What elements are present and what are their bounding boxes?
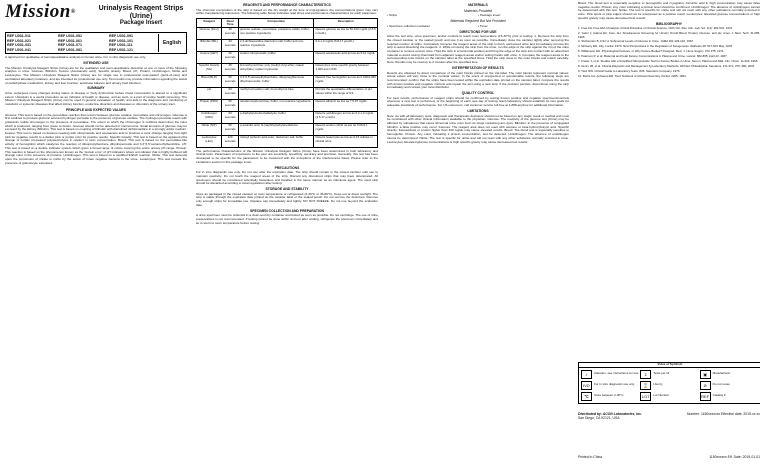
symbol-entry: [640, 370, 699, 379]
material-item: • Package insert: [478, 13, 501, 18]
heading-bibliography: BIBLIOGRAPHY: [656, 21, 682, 26]
table-cell: 40 seconds: [222, 51, 239, 63]
symbol-grid: [579, 368, 760, 403]
table-header: Composition: [239, 19, 314, 28]
table-cell: Detects albumin as low as 7.5-15 mg/dL.: [314, 99, 378, 111]
table-cell: Permits the quantitative differentiation of pH values within the range of 5-9.: [314, 87, 378, 99]
ref-code: REF U031-051: [58, 34, 82, 38]
bibliography-item: 7. Fraser J, et al. Studies with a Simplified Nitroprusside Test for Ketone Bodies in Urine, Serum, Plasma and Milk. Clin. Chem. 11:420, 1965.: [578, 59, 759, 64]
heading-reagents: REAGENTS AND PERFORMANCE CHARACTERISTICS: [243, 3, 331, 7]
table-cell: Bilirubin (BIL): [197, 39, 222, 51]
package-insert-label: Package Insert: [119, 20, 163, 26]
revision-number: Number: 1150xxxxxxx Effective date: 2019-xx-xx: [687, 412, 760, 416]
heading-intended-use: INTENDED USE: [83, 61, 109, 66]
table-cell: 60 seconds: [222, 123, 239, 135]
table-row: [197, 51, 378, 63]
symbol-label: Use by: [653, 382, 663, 387]
symbol-label: Tests per kit: [653, 371, 670, 376]
table-cell: Detects glucose as low as 50-100 mg/dL (2.5-5 mmol/L).: [314, 27, 378, 39]
table-cell: bromothymol blue; poly (methyl vinyl ether, maleic anhydride); sodium hydroxide: [239, 63, 314, 75]
limitations-text: Note: As with all laboratory tests, diagnostic and therapeutic decisions should not be based on any single result or method and must be considered with other clinical information available to the physician. Glucose: The reactivity of the glucose test (Urine) may be affected by substances that cause abnormal urine color such as drugs containing azo dyes. Bilirubin: In the presence of conjugated bilirubin, a false positive may occur. Ketones: The reagent area does not react with acetone or beta-hydroxybutyric acid. Specific Gravity: Ketoacidosis or protein higher than 300 mg/dL may cause elevated results. Blood: The blood test is especially sensitive to hemoglobin. Protein: Any color, indicating a protein concentration, test be detected. Urobilinogen: The absence of urobilinogen cannot be determined. Nitrite: The test is specific for nitrite and will not react with any other substance normally excreted in urine. Leukocytes: Elevated glucose concentrations or high specific gravity may cause decreased test results.: [387, 113, 569, 144]
principle-text: Glucose: This test is based on the peroxidase reaction that occurs between glucose oxidase, peroxidase and chromogen. Glucose is first oxidized to produce gluconic acid and hydrogen peroxide in the presence of glucose oxidase. The hydrogen peroxide reacts with potassium iodide chromogen in the presence of peroxidase. The extent to which the chromogen is oxidized determines the color which is produced, ranging from green to brown. Glucose should not be detected in normal urine. Small amounts of glucose may be excreted by the kidney. Bilirubin: This test is based on coupling of bilirubin with diazotized dichloroaniline in a strongly acidic medium. Ketone: This test is based on ketones reacting with nitroprusside and acetoacetic acid to produce a color change ranging from light pink for negative results to a darker pink or purple color for positive results. Specific Gravity: This test is based on the apparent pKa change of certain pretreated polyelectrolytes in relation to ionic concentration. Blood: This test is based on the peroxidase-like activity of hemoglobin which catalyzes the reaction of diisopropylbenzene dihydroperoxide and 3,3',5,5'-tetramethylbenzidine. pH: This test is based on a double indicator system which gives a broad range of colors covering the entire urinary pH range. Protein: This reaction is based on the phenomenon known as the 'protein error' of pH indicators where an indicator that is highly buffered will change color in the presence of proteins. Urobilinogen: This test is based on a modified Ehrlich reaction. Nitrite: This test depends upon the conversion of nitrate to nitrite by the action of Gram negative bacteria in the urine. Leukocytes: This test reveals the presence of granulocyte esterases.: [5, 112, 187, 165]
table-row: [197, 123, 378, 135]
symbol-icon: ⊘: [700, 381, 711, 390]
table-header: Description: [314, 19, 378, 28]
table-cell: 60 seconds: [222, 99, 239, 111]
heading-storage: STORAGE AND STABILITY: [265, 187, 309, 192]
reagents-after-text: The performance characteristics of the Mission Urinalysis Reagent Strips (Urine) have been determined in both laboratory and clinical tests. Parameters of importance to the user are sensitivity, specificity, accuracy and precision. Generally, this test has been developed to be specific for the parameters to be measured with the exceptions of the interferences listed. Please refer to the Limitations section in this package insert.: [196, 148, 378, 164]
symbol-icon: LOT: [641, 393, 650, 399]
table-cell: Detects free hemoglobin as low as 0.018-0.060 mg/dL.: [314, 75, 378, 87]
column-2: [196, 2, 378, 464]
language-label: English: [158, 34, 185, 52]
heading-quality-control: QUALITY CONTROL: [461, 91, 495, 96]
bibliography-item: 1. Free AH. Free HM. Urinalysis: Critical Discipline of Clinical Science. CRC Crit. Rev. Clin. Lab. Sci. 3(4): 481-531, 1972.: [578, 26, 733, 31]
bibliography-item: 5. Williamson DH. Physiological Ketoses, or Why Ketone Bodies? Postgrad. Med. J. (June Suppl.): 372-375, 1971.: [578, 49, 725, 54]
bibliography-item: 4. McGarry ED, Lilly, Lockie. 1970. New Perspectives in the Regulation of Ketogenesis. Diabetes 28: 517-523 May, 1978.: [578, 44, 733, 49]
table-cell: 60 seconds: [222, 111, 239, 123]
ref-code: REF U031-011: [7, 34, 31, 38]
table-cell: 3,3',5,5'-tetramethylbenzidine; diisopropylbenzene dihydroperoxide; buffer: [239, 75, 314, 87]
table-cell: glucose oxidase; peroxidase; potassium iodide; buffer; non-reactive ingredients: [239, 27, 314, 39]
materials-provided-list: [387, 14, 569, 18]
symbol-label: Attention, see instructions for use: [594, 371, 639, 376]
table-cell: methyl red sodium salt; bromothymol blue: [239, 87, 314, 99]
storage-text: Store as packaged in the closed canister at room temperature or refrigerated (2-30°C or 36-86°F). Keep out of direct sunlight. The strip is stable through the expiration date printed on the canister label or the sealed pouch. Do not remove the desiccant. Remove only enough strips for immediate use. Replace cap immediately and tightly. DO NOT FREEZE. Do not use beyond the expiration date.: [196, 191, 378, 207]
symbol-entry: [700, 381, 759, 390]
table-cell: indoxyl carbonic acid ester; diazonium salt; buffer: [239, 135, 314, 147]
heading-directions: DIRECTIONS FOR USE: [459, 29, 497, 34]
symbol-entry: [640, 381, 699, 390]
ref-code: REF U031-061: [58, 38, 82, 43]
table-cell: Detects sodium nitrite as low as 0.05-0.1 mg/dL.: [314, 123, 378, 135]
material-item: • Timer: [478, 23, 488, 28]
symbol-label: Catalog #: [712, 393, 726, 398]
intro-line: A rapid test for qualitative of (semi)quantitative analysis in human urine. For in vitro diagnostic use only.: [5, 55, 146, 60]
product-title: Urinalysis Reagent Strips (Urine): [98, 5, 184, 20]
quality-control-text: For best results, performance of reagent strips should be confirmed by testing known positive and negative specimens/controls whenever a new test is performed, or the beginning of each new day of testing. Each laboratory should establish its own goals for adequate standards of performance. For US customers, call customer service toll-free at 1-888-anytime for additional information.: [387, 95, 569, 108]
bibliography-item: 8. Henry JB, et al. Clinical Diagnosis and Management by Laboratory Methods, 20th Ed. Philadelphia. Saunders. 371-372, 375, 380, 2001.: [578, 63, 756, 68]
symbol-index-title: Index of Symbols: [579, 363, 760, 368]
heading-limitations: LIMITATIONS: [467, 108, 489, 113]
materials-required-label: Materials Required But Not Provided: [450, 19, 506, 24]
table-cell: Protein (PRO): [197, 99, 222, 111]
table-cell: Detects urobilinogen as low as 0.2-1.0 mg/dL (3.5-17 µmol/L).: [314, 111, 378, 123]
bibliography-item: 9. Tietz NW. Clinical Guide to Laboratory Tests. W.B. Saunders Company. 1976.: [578, 68, 681, 73]
precautions-text: For in vitro diagnostic use only. Do not use after the expiration date. The strip should remain in the closed canister until use to maintain reactivity. Do not touch the reagent areas of the strip. Discard any discolored strips that may have deteriorated. All specimens should be considered potentially hazardous and handled in the same manner as an infectious agent. The used strip should be discarded according to local regulations after testing.: [196, 170, 378, 186]
ref-code: REF U031-071: [58, 43, 82, 48]
symbol-index: [578, 362, 760, 404]
table-cell: 30 seconds: [222, 39, 239, 51]
table-cell: Specific Gravity (SG): [197, 63, 222, 75]
table-cell: 2,4-dichloroaniline diazonium salt; buffer and non-reactive ingredients: [239, 39, 314, 51]
table-cell: 60 seconds: [222, 75, 239, 87]
column-1: [5, 2, 187, 464]
ref-code: REF U031-121: [109, 47, 133, 52]
distributor-name: Distributed by: ACON Laboratories, Inc.: [578, 412, 642, 416]
distributor-block: [578, 412, 760, 420]
materials-provided-label: Materials Provided: [463, 8, 493, 13]
symbol-entry: [581, 381, 640, 390]
symbol-entry: [581, 370, 640, 379]
table-row: [197, 39, 378, 51]
material-item: • Specimen collection container: [387, 23, 431, 28]
table-cell: Glucose (GLU): [197, 27, 222, 39]
heading-principle: PRINCIPLE AND EXPECTED VALUES: [66, 107, 126, 112]
table-cell: Detects leukocytes as low as 9-15 cells/µL in clinical urine.: [314, 135, 378, 147]
symbol-label: Do not reuse: [712, 382, 730, 387]
symbol-icon: REF: [701, 393, 710, 399]
table-row: [197, 135, 378, 147]
symbol-entry: [640, 392, 699, 401]
ref-code-list: [7, 34, 158, 52]
bibliography-list: [578, 27, 760, 78]
heading-specimen: SPECIMEN COLLECTION AND PREPARATION: [250, 208, 324, 213]
table-row: [197, 63, 378, 75]
table-cell: 60 seconds: [222, 87, 239, 99]
symbol-label: Lot Number: [653, 393, 670, 398]
table-row: [197, 75, 378, 87]
table-cell: Detects acetoacetic acid as low as 5-10 mg/dL.: [314, 51, 378, 63]
bibliography-item: 3. Shchersten B, Fritz H. Subnormal Levels of Glucose in Urine. JAMA 201:129-132, 1967.: [578, 39, 694, 44]
symbol-icon: i: [581, 370, 592, 379]
symbol-icon: IVD: [581, 381, 592, 390]
bibliography-item: 10. Burtis CA, Ashwood ER. Tietz Textbook of Clinical Chemistry 3rd Ed. 2205, 1994.: [578, 73, 687, 78]
printed-in: Printed in China: [578, 455, 603, 460]
ref-code: REF U031-041: [7, 47, 31, 52]
heading-materials: MATERIALS: [468, 3, 488, 7]
brand-logo: Mission®: [5, 2, 76, 22]
table-cell: p-diethylaminobenzaldehyde; buffer: [239, 111, 314, 123]
table-cell: 0.4-1.0 mg/dL (6.8-17 µmol/L).: [314, 39, 378, 51]
interpretation-text: Results are obtained by direct comparison of the color blocks printed on the vial label. The color blocks represent nominal values; actual values will vary close to the nominal values. In the event of unexpected or questionable results, the following steps are recommended: confirm that the strips have been tested within the expiration date printed on the canister label, compare the results with known positive and negative controls and repeat the test using a new strip. If the problem persists, discontinue using the strip immediately and contact your local distributor.: [387, 70, 569, 90]
table-cell: sodium nitroprusside; buffer: [239, 51, 314, 63]
materials-required-list: [387, 25, 569, 29]
reagent-table: [196, 18, 378, 148]
heading-summary: SUMMARY: [87, 86, 105, 91]
bibliography-item: 6. Paterson P, et al. Maternal and Fetal Ketone Concentrations in Plasma and Urine. Lancet: 862-865; April 22, 1967.: [578, 54, 728, 59]
table-header: Read Time: [222, 19, 239, 28]
table-row: [197, 99, 378, 111]
table-row: [197, 27, 378, 39]
heading-interpretation: INTERPRETATION OF RESULTS: [452, 65, 504, 70]
table-cell: Nitrite (NIT): [197, 123, 222, 135]
table-cell: Urobilinogen (URO): [197, 111, 222, 123]
table-row: [197, 87, 378, 99]
ref-code-box: [5, 32, 187, 54]
table-cell: Leukocytes (LEU): [197, 135, 222, 147]
limitations-continued: Blood: The blood test is especially sensitive to hemoglobin and myoglobin. Ascorbic acid in high concentration may cause false negative results. Protein: Any color indicating a protein level should be confirmed. Urobilinogen: The absence of urobilinogen cannot be determined with this test. Nitrite: The test is specific for nitrite and will not react with any other substance normally excreted in urine. Pink spots or pink edges should not be interpreted as a positive result. Leukocytes: Elevated glucose concentrations or high specific gravity may cause decreased test results.: [578, 2, 760, 20]
ref-code: REF U031-111: [109, 43, 133, 48]
table-row: [197, 111, 378, 123]
table-cell: Determines urine specific gravity between 1.000 and 1.030.: [314, 63, 378, 75]
material-item: • Strips: [387, 13, 397, 18]
bibliography-item: 2. Yoder J, Adams EC, Free, AH. Simultaneous Screening for Urinary Occult Blood, Protein, Glucose, and pH. Amer. J. Med. Tech. 31:285, 1965.: [578, 31, 760, 39]
ref-code: REF U031-031: [7, 43, 31, 48]
symbol-icon: Σ: [640, 370, 651, 379]
intended-use-text: The Mission Urinalysis Reagent Strips (Urine) are for the qualitative and semi-quantitative detection of one or more of the following analytes in urine: Glucose, Bilirubin, Ketone (Acetoacetic acid), Specific Gravity, Blood, pH, Protein, Urobilinogen, Nitrite and Leukocytes. The Mission Urinalysis Reagent Strips (Urine) are for single use in professional near-patient (point-of-care) and centralized laboratory locations, and are intended for professional use only. Test results may provide information regarding the status of carbohydrate metabolism, kidney and liver function, acid-base balance and urinary tract infection.: [5, 65, 187, 85]
heading-precautions: PRECAUTIONS: [274, 165, 300, 170]
directions-text: Allow the test strip, urine specimen, and/or controls to reach room temperature (15-30°C) prior to testing. 1. Remove the strip from the closed canister or the sealed pouch and use it as soon as possible. Immediately close the canister tightly after removing the required number of strips. Completely immerse the reagent areas of the strip in fresh, well-mixed urine and immediately remove the strip to avoid dissolving the reagents. 2. While removing the strip from the urine, run the edge of the strip against the rim of the urine container to remove excess urine. Hold the strip in a horizontal position and bring the edge of the strip into contact with an absorbent material to avoid mixing chemicals from adjacent reagent areas and/or soiling hands with urine. 3. Compare the reagent areas to the corresponding color blocks on the canister label at the specified times. Hold the strip close to the color blocks and match carefully. Note: Results may be read up to 2 minutes after the specified time.: [387, 34, 569, 65]
ref-code: REF U031-081: [58, 47, 82, 52]
symbol-entry: [700, 370, 759, 379]
table-cell: tetrabromophenol blue; buffer; non-reactive ingredients: [239, 99, 314, 111]
column-3: [387, 2, 569, 464]
table-cell: Ketone (KET): [197, 51, 222, 63]
symbol-entry: [581, 392, 640, 401]
ref-code: REF U031-101: [109, 38, 133, 43]
column-4: [578, 2, 760, 464]
distributor-address: San Diego, CA 92121, USA: [578, 416, 620, 420]
table-cell: Blood (BLD): [197, 75, 222, 87]
table-cell: p-arsanilic acid; N-(naphthyl)ethylenediamine: [239, 123, 314, 135]
ref-code: REF U031-091: [109, 34, 133, 38]
symbol-icon: ⌛: [640, 381, 651, 390]
document-number: 1150xxxxxx Eff. Date: 2019-01-01: [709, 455, 760, 460]
symbol-icon: ℃: [581, 392, 592, 401]
table-cell: 45 seconds: [222, 63, 239, 75]
table-cell: 30 seconds: [222, 27, 239, 39]
ref-code: REF U031-021: [7, 38, 31, 43]
table-cell: 120 seconds: [222, 135, 239, 147]
summary-text: Urine undergoes many changes during states of disease or body dysfunction before blood composition is altered to a significant extent. Urinalysis is a useful procedure as an indicator of health or disease, and as such, is a part of routine health screening. The Mission Urinalysis Reagent Strips (Urine) can be used in general evaluation of health, and aids in the diagnosis and monitoring of metabolic or systemic diseases that affect kidney function, endocrine disorders and diseases or disorders of the urinary tract.: [5, 91, 187, 107]
table-header: Reagent: [197, 19, 222, 28]
symbol-label: Manufacturer: [712, 371, 731, 376]
symbol-label: Store between 2-30°C: [594, 393, 624, 398]
reagents-intro: The chemical composition of the strip is based on the dry weight at the time of impregnation; the concentrations given may vary within manufacturing tolerances. The following table below indicates read times and performance characteristics for each parameter.: [196, 7, 378, 16]
symbol-entry: [700, 392, 759, 401]
symbol-label: For in vitro diagnostic use only: [594, 382, 635, 387]
specimen-text: A urine specimen must be collected in a clean and dry container and tested as soon as possible. Do not centrifuge. The use of urine preservatives is not recommended. If testing cannot be done within an hour after voiding, refrigerate the specimen immediately and let it return to room temperature before testing.: [196, 213, 378, 225]
symbol-icon: ▣: [700, 370, 711, 379]
table-cell: pH: [197, 87, 222, 99]
